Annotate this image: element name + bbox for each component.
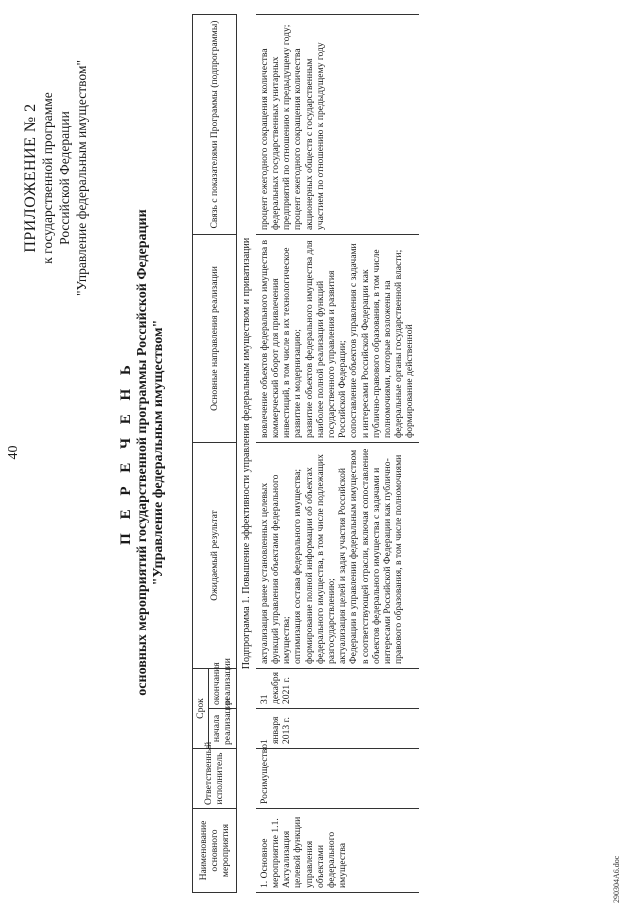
link-item: процент ежегодного сокращения количества акционерных обществ с государственным участием по отношению к предыдущему году [292, 42, 326, 230]
heading-line-1: основных мероприятий государственной программы Российской Федерации [135, 209, 150, 696]
cell-start: 1 января 2013 г. [256, 709, 419, 749]
cell-result [256, 443, 419, 669]
row-number: 1. [258, 880, 270, 888]
heading-title: П Е Р Е Ч Е Н Ь [118, 360, 134, 545]
direction-item: формирование действенной [404, 324, 416, 438]
table-row [256, 15, 419, 893]
direction-item: развитие объектов федерального имущества для наиболее полной реализации функций государственного управления и развития Российской Федерации; [303, 240, 349, 438]
cell-name [256, 809, 419, 893]
subprogram-title: Подпрограмма 1. Повышение эффективности управления федеральным имуществом и приватизации [240, 237, 252, 670]
direction-item: вовлечение объектов федерального имущества в коммерческий оборот для привлечения инвестиций, в том числе в их технологическое развитие и модернизацию; [258, 239, 304, 438]
row-name: Основное мероприятие 1.1. Актуализация целевой функции управления объектами федерального имущества [258, 816, 349, 888]
header-end: окончания реализации [209, 669, 236, 709]
header-name: Наименование основного мероприятия [193, 809, 237, 893]
cell-directions [256, 235, 419, 443]
activities-table [192, 14, 419, 893]
cell-link [256, 15, 419, 235]
link-item: процент ежегодного сокращения количества федеральных государственных унитарных предприятий по отношению к предыдущему году; [258, 24, 293, 230]
appendix-block [22, 28, 90, 328]
result-item: актуализация целей и задач участия Российской Федерации в управлении федеральным имуществом в соответствующей отрасли, включая сопоставление объектов федерального имущества с задачами и интересами Российской Федерации как публично-правового образования, в том числе полномочиями [337, 448, 405, 664]
header-result: Ожидаемый результат [193, 443, 237, 669]
header-term: Срок [193, 669, 209, 749]
appendix-line: к государственной программе [40, 92, 55, 264]
header-executor: Ответственный исполнитель [193, 749, 237, 809]
result-item: оптимизация состава федерального имущества; [292, 468, 304, 664]
appendix-title: ПРИЛОЖЕНИЕ № 2 [22, 103, 39, 253]
direction-item: сопоставление объектов управления с задачами и интересами Российской Федерации как публично-правового образования, в том числе полномочиями, которые возложены на федеральные органы государственной власти; [348, 243, 405, 438]
header-start: начала реализации [209, 709, 236, 749]
header-link: Связь с показателями Программы (подпрограммы) [193, 15, 237, 235]
header-directions: Основные направления реализации [193, 235, 237, 443]
appendix-line: Российской Федерации [57, 111, 72, 245]
heading-line-2: "Управление федеральным имуществом" [151, 319, 166, 586]
cell-executor: Росимущество [256, 749, 419, 809]
document-heading [118, 0, 167, 905]
footer-file-code: 290304А6.doc [612, 855, 621, 903]
cell-end: 31 декабря 2021 г. [256, 669, 419, 709]
appendix-line: "Управление федеральным имуществом" [74, 60, 89, 296]
result-item: формирование полной информации об объектах федерального имущества, в том числе подлежащих разгосударствлению; [303, 454, 338, 664]
result-item: актуализация ранее установленных целевых функций управления объектами федерального имущества; [258, 474, 293, 664]
page-number: 40 [6, 445, 21, 460]
